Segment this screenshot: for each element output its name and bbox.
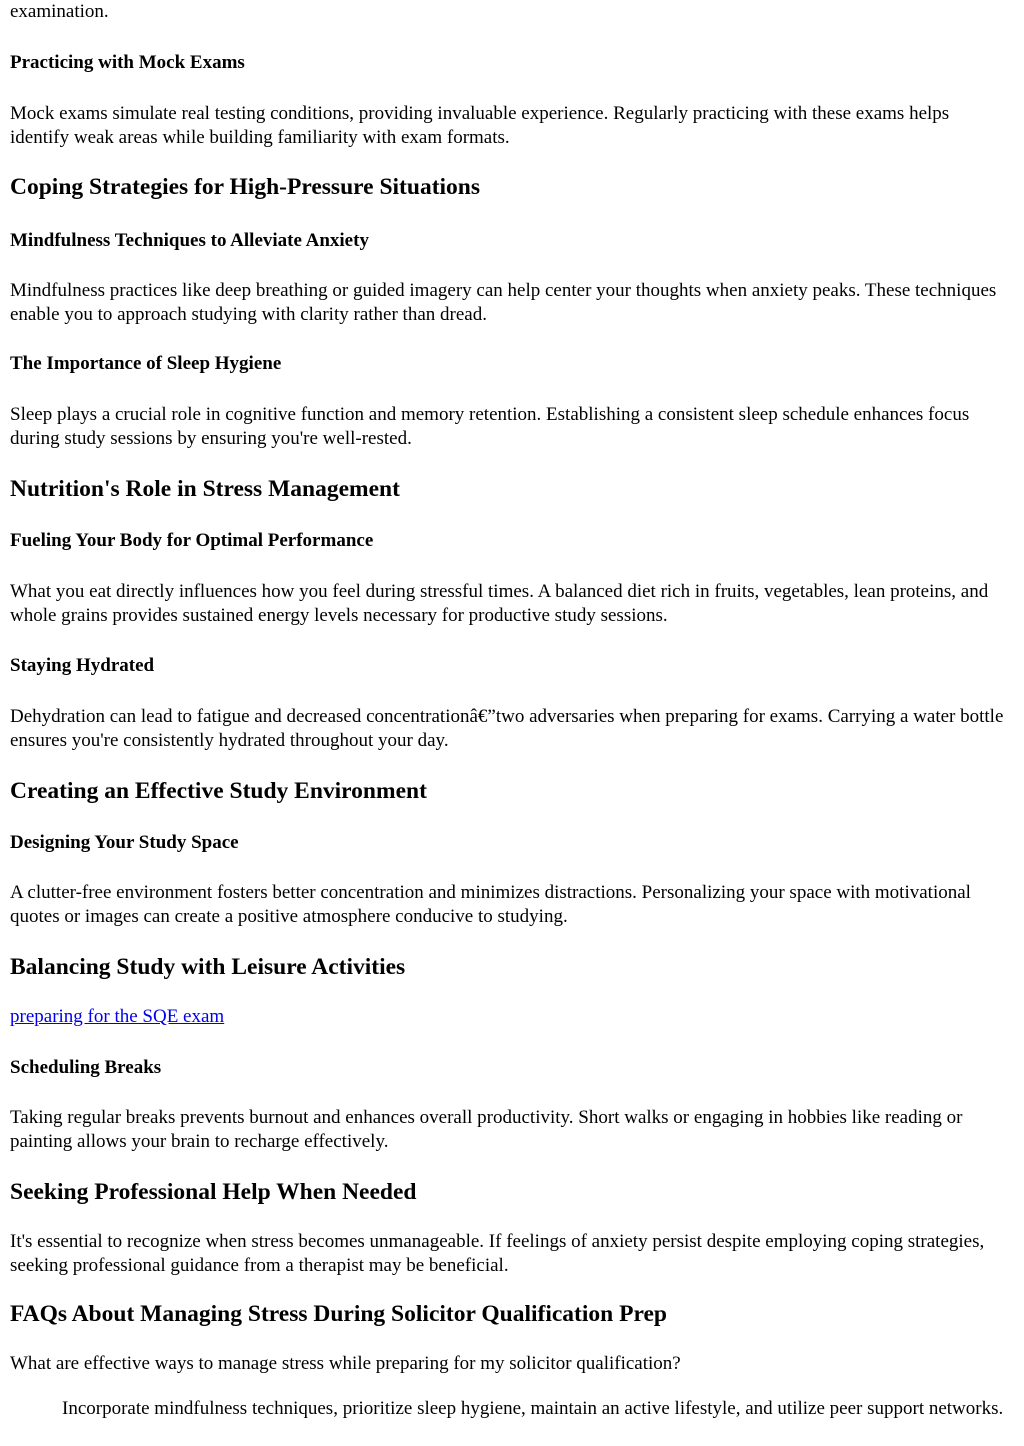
heading-mindfulness: Mindfulness Techniques to Alleviate Anxiety [10, 230, 369, 251]
paragraph-professional-help: It's essential to recognize when stress becomes unmanageable. If feelings of anxiety persist despite employing coping strategies, seeking professional guidance from a therapist may be beneficial. [10, 1231, 985, 1276]
heading-study-space: Designing Your Study Space [10, 832, 239, 853]
heading-fueling: Fueling Your Body for Optimal Performance [10, 530, 374, 551]
heading-mock-exams: Practicing with Mock Exams [10, 52, 245, 73]
sqe-exam-link[interactable]: preparing for the SQE exam [10, 1006, 225, 1027]
faq-question: What are effective ways to manage stress while preparing for my solicitor qualification? [10, 1353, 681, 1374]
heading-sleep-hygiene: The Importance of Sleep Hygiene [10, 353, 282, 374]
heading-faqs: FAQs About Managing Stress During Solicitor Qualification Prep [10, 1301, 667, 1327]
paragraph-mock-exams: Mock exams simulate real testing conditions, providing invaluable experience. Regularly practicing with these exams helps identify weak areas while building familiarity with exam formats. [10, 103, 950, 148]
heading-coping-strategies: Coping Strategies for High-Pressure Situations [10, 174, 481, 200]
heading-leisure: Balancing Study with Leisure Activities [10, 954, 406, 980]
faq-answer: Incorporate mindfulness techniques, prioritize sleep hygiene, maintain an active lifestyle, and utilize peer support networks. [62, 1397, 1004, 1419]
paragraph-mindfulness: Mindfulness practices like deep breathing or guided imagery can help center your thoughts when anxiety peaks. These techniques enable you to approach studying with clarity rather than dread. [10, 280, 997, 325]
sqe-link-container [10, 1005, 1010, 1029]
heading-nutrition: Nutrition's Role in Stress Management [10, 476, 400, 502]
heading-study-environment: Creating an Effective Study Environment [10, 778, 427, 804]
paragraph-study-space: A clutter-free environment fosters better concentration and minimizes distractions. Personalizing your space with motivational quotes or images can create a positive atmosphere conducive to studying. [10, 882, 971, 927]
paragraph-hydrated: Dehydration can lead to fatigue and decreased concentrationâ€”two adversaries when preparing for exams. Carrying a water bottle ensures you're consistently hydrated throughout your day. [10, 706, 1004, 751]
faq-list [10, 1352, 1010, 1420]
heading-scheduling-breaks: Scheduling Breaks [10, 1057, 162, 1078]
paragraph-fueling: What you eat directly influences how you feel during stressful times. A balanced diet rich in fruits, vegetables, lean proteins, and whole grains provides sustained energy levels necessary for productive study sessions. [10, 581, 989, 626]
intro-fragment: examination. [10, 1, 109, 22]
paragraph-scheduling-breaks: Taking regular breaks prevents burnout and enhances overall productivity. Short walks or engaging in hobbies like reading or painting allows your brain to recharge effectively. [10, 1107, 963, 1152]
heading-professional-help: Seeking Professional Help When Needed [10, 1179, 417, 1205]
heading-hydrated: Staying Hydrated [10, 655, 155, 676]
paragraph-sleep-hygiene: Sleep plays a crucial role in cognitive function and memory retention. Establishing a consistent sleep schedule enhances focus during study sessions by ensuring you're well-rested. [10, 404, 970, 449]
